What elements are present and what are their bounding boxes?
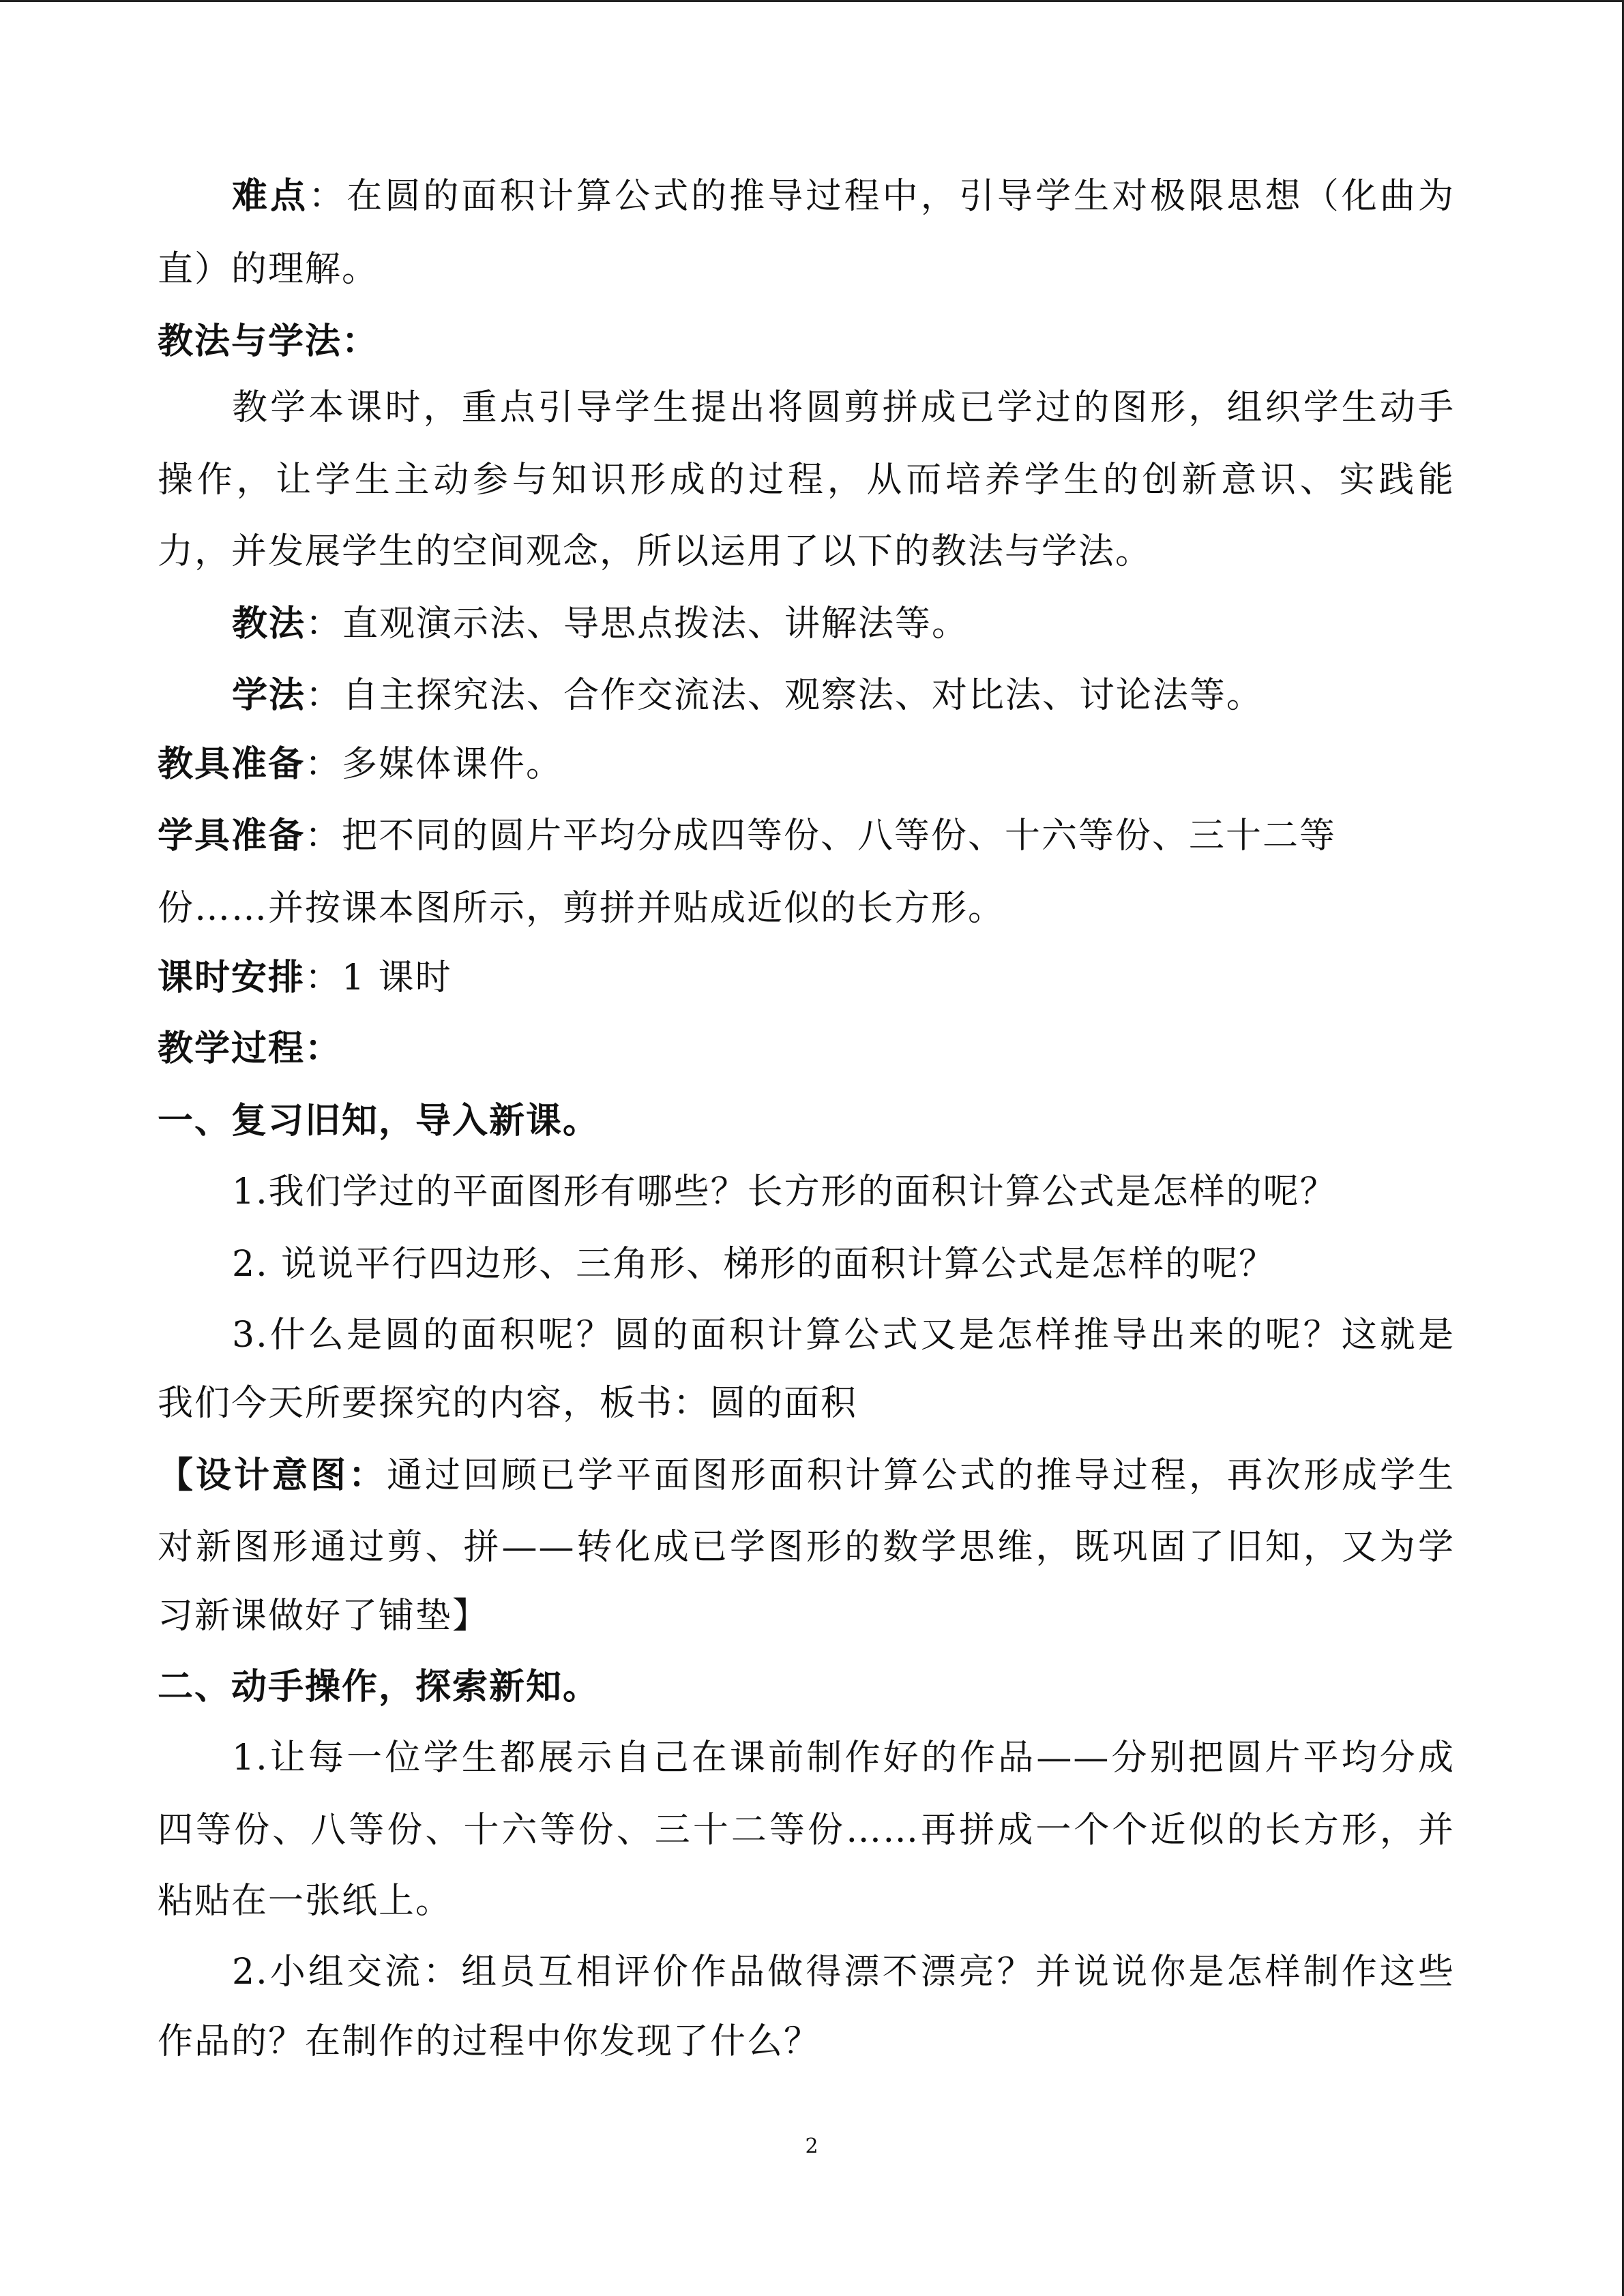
design-intent-line-3: 习新课做好了铺垫】 [158,1596,490,1637]
section-2-heading: 二、动手操作，探索新知。 [158,1667,600,1708]
schedule-text: ：1 课时 [305,957,452,998]
section-1-question-3-line-1: 3.什么是圆的面积呢？圆的面积计算公式又是怎样推导出来的呢？这就是 [232,1315,1455,1356]
methods-heading: 教法与学法： [158,321,379,362]
page-number: 2 [805,2134,818,2158]
methods-para-line-1: 教学本课时，重点引导学生提出将圆剪拼成已学过的图形，组织学生动手 [232,387,1455,428]
design-intent-line-2: 对新图形通过剪、拼——转化成已学图形的数学思维，既巩固了旧知，又为学 [158,1527,1455,1568]
section-2-step-2-line-1: 2.小组交流：组员互相评价作品做得漂不漂亮？并说说你是怎样制作这些 [232,1952,1455,1993]
design-intent-label: 【设计意图： [158,1455,387,1496]
teaching-methods-label: 教法 [232,603,306,644]
learning-methods-text: ：自主探究法、合作交流法、观察法、对比法、讨论法等。 [306,675,1264,716]
teacher-tools-line [158,743,563,786]
learning-methods-line [232,674,1263,717]
student-tools-label: 学具准备 [158,816,306,856]
difficulty-text-1: ：在圆的面积计算公式的推导过程中，引导学生对极限思想（化曲为 [308,176,1455,217]
methods-para-line-2: 操作，让学生主动参与知识形成的过程，从而培养学生的创新意识、实践能 [158,460,1455,501]
difficulty-line-2: 直）的理解。 [158,249,379,290]
student-tools-text-1: ：把不同的圆片平均分成四等份、八等份、十六等份、三十二等 [305,816,1337,856]
section-1-question-3-line-2: 我们今天所要探究的内容，板书：圆的面积 [158,1383,858,1424]
difficulty-label: 难点 [232,176,309,217]
student-tools-line-1 [158,814,1336,858]
section-1-heading: 一、复习旧知，导入新课。 [158,1101,600,1142]
process-heading: 教学过程： [158,1028,342,1069]
student-tools-line-2: 份……并按课本图所示，剪拼并贴成近似的长方形。 [158,888,1005,929]
teaching-methods-text: ：直观演示法、导思点拨法、讲解法等。 [306,603,969,644]
teacher-tools-text: ：多媒体课件。 [305,744,563,785]
page-top-border [0,0,1624,2]
section-1-question-1: 1.我们学过的平面图形有哪些？长方形的面积计算公式是怎样的呢？ [232,1172,1337,1212]
difficulty-line-1 [232,175,1455,218]
section-2-step-1-line-3: 粘贴在一张纸上。 [158,1881,453,1922]
schedule-label: 课时安排 [158,957,306,998]
section-1-question-2: 2. 说说平行四边形、三角形、梯形的面积计算公式是怎样的呢？ [232,1244,1276,1285]
schedule-line [158,956,452,1000]
teaching-methods-line [232,602,969,646]
section-2-step-2-line-2: 作品的？在制作的过程中你发现了什么？ [158,2021,821,2062]
section-2-step-1-line-2: 四等份、八等份、十六等份、三十二等份……再拼成一个个近似的长方形，并 [158,1810,1455,1851]
design-intent-line-1 [158,1454,1455,1497]
methods-para-line-3: 力，并发展学生的空间观念，所以运用了以下的教法与学法。 [158,531,1153,572]
design-intent-text-1: 通过回顾已学平面图形面积计算公式的推导过程，再次形成学生 [387,1455,1455,1496]
learning-methods-label: 学法 [232,675,306,716]
teacher-tools-label: 教具准备 [158,744,306,785]
section-2-step-1-line-1: 1.让每一位学生都展示自己在课前制作好的作品——分别把圆片平均分成 [232,1738,1455,1778]
